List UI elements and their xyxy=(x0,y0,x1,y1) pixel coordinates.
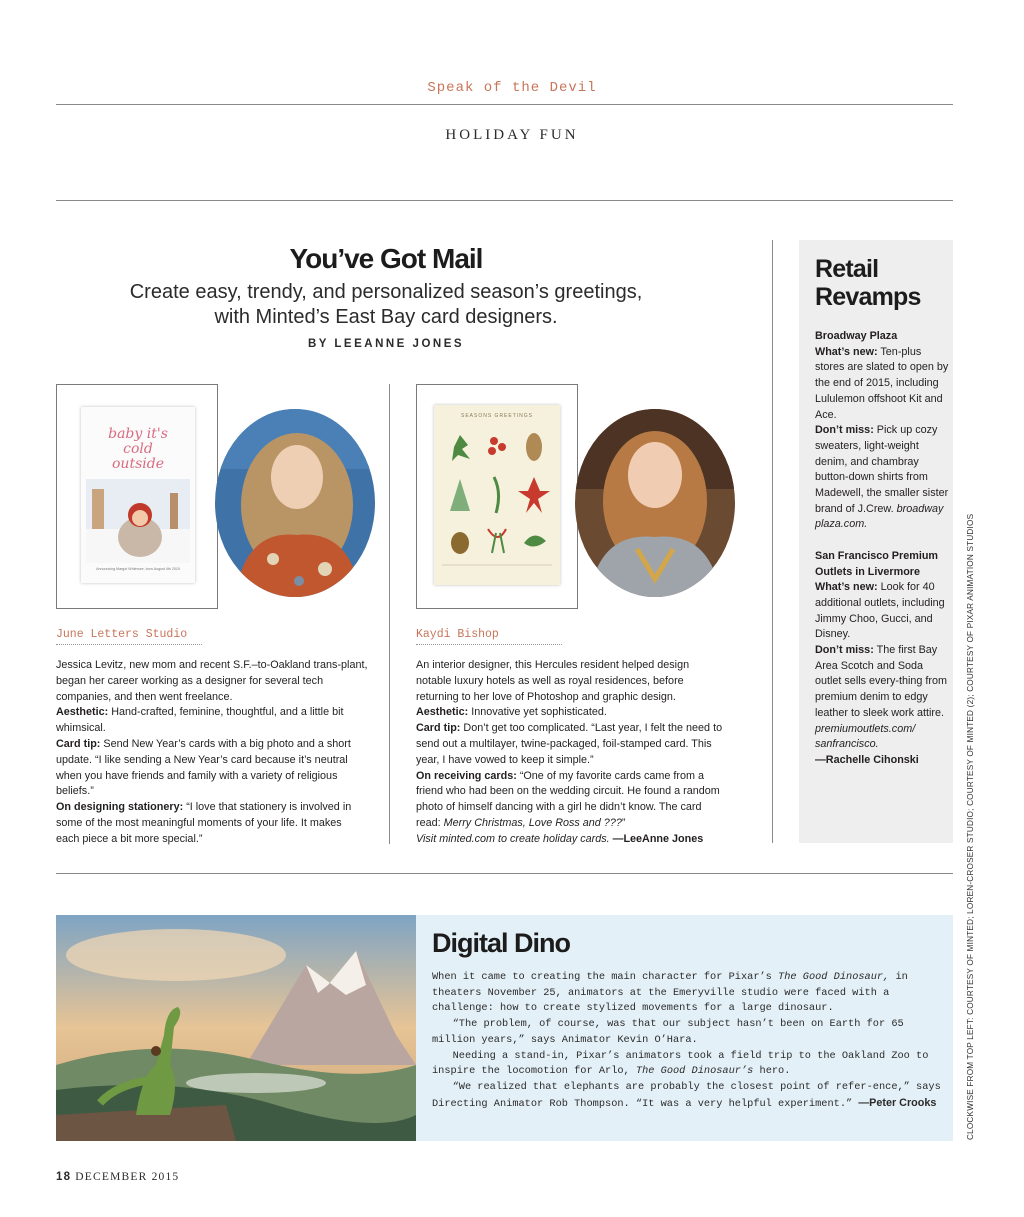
sidebar-place xyxy=(815,549,950,580)
dino-paragraph xyxy=(432,970,947,1017)
profile-bio xyxy=(56,658,368,848)
bio-extra xyxy=(416,769,724,832)
bio-text: Don’t get too complicated. “Last year, I felt the need to send out a multilayer, twine-packaged, foil-stamped card. This year, I have vowed to keep it simple.” xyxy=(416,722,723,766)
sidebar-dont-miss xyxy=(815,423,950,533)
header-rule-top xyxy=(56,104,953,105)
designer-name: Kaydi Bishop xyxy=(416,628,562,645)
column-divider xyxy=(389,384,390,844)
bio-intro: An interior designer, this Hercules resident helped design notable luxury hotels as well as royal residences, before returning to her love of Photoshop and graphic design. xyxy=(416,659,690,703)
card-photo-baby xyxy=(86,479,190,563)
sidebar-text: The first Bay Area Scotch and Soda outlet sells every-thing from premium denim to edgy leather to sleek work attire. xyxy=(815,644,948,719)
dino-italic: The Good Dinosaur, xyxy=(778,971,890,983)
bio-aesthetic xyxy=(416,705,724,721)
bio-outro xyxy=(416,832,724,848)
bio-intro: Jessica Levitz, new mom and recent S.F.–to-Oakland trans-plant, began her career working as a designer for several tech companies, and then went freelance. xyxy=(56,659,368,703)
card-paper xyxy=(434,405,560,585)
bio-label: On receiving cards: xyxy=(416,769,517,782)
bio-text: Send New Year’s cards with a big photo and a short update. “I like sending a New Year’s card because it’s neutral when you have friends and family with a variety of religious beliefs.” xyxy=(56,737,351,798)
bio-aesthetic xyxy=(56,705,368,737)
bio-text: Hand-crafted, feminine, thoughtful, and a little bit whimsical. xyxy=(56,706,344,735)
page-number: 18 xyxy=(56,1171,72,1183)
deck-line: with Minted’s East Bay card designers. xyxy=(214,306,558,328)
sidebar-url: premiumoutlets.com/ sanfrancisco. xyxy=(815,722,916,751)
bio-italic: Visit minted.com to create holiday cards. xyxy=(416,832,610,845)
sidebar-whats-new xyxy=(815,580,950,643)
author-credit: —Rachelle Cihonski xyxy=(815,753,919,766)
good-dinosaur-image xyxy=(56,915,416,1141)
place-name: Broadway Plaza xyxy=(815,330,898,342)
byline: BY LEEANNE JONES xyxy=(307,338,465,350)
section-title: HOLIDAY FUN xyxy=(445,127,579,143)
header-rule-bottom xyxy=(56,200,953,201)
card-image-baby xyxy=(56,384,218,609)
sidebar-title: Retail Revamps xyxy=(815,255,921,311)
bio-text: ” xyxy=(621,816,626,829)
bio-extra xyxy=(56,800,368,847)
spacer xyxy=(815,533,950,549)
sidebar-text: Pick up cozy sweaters, light-weight denim, and chambray button-down shirts from Madewell, the smaller sister brand of J.Crew. xyxy=(815,424,949,515)
photo-credit: CLOCKWISE FROM TOP LEFT: COURTESY OF MINTED; LOREN-CROSER STUDIO; COURTESY OF MINTED (2); COURTESY OF PIXAR ANIMATION STUDIOS xyxy=(966,513,975,1140)
dino-text: “We realized that elephants are probably the closest point of refer-ence,” says Directing Animator Rob Thompson. “It was a very helpful experiment.” xyxy=(432,1080,941,1110)
section-kicker: Speak of the Devil xyxy=(427,80,597,96)
bio-italic: Merry Christmas, Love Ross and ??? xyxy=(443,816,622,829)
dino-text: hero. xyxy=(759,1065,791,1078)
portrait-jessica-levitz xyxy=(215,409,375,597)
sidebar-text: Ten-plus stores are slated to open by the end of 2015, including Lululemon offshoot Kit and Ace. xyxy=(815,345,949,421)
sidebar-body xyxy=(815,329,950,769)
feature-headline: You’ve Got Mail xyxy=(289,243,483,274)
card-caption: Announcing Margot Whitmore, born August 4th 2015 xyxy=(96,567,180,571)
portrait-illustration xyxy=(575,409,735,597)
author-credit: —Peter Crooks xyxy=(858,1096,937,1109)
bio-text: Innovative yet sophisticated. xyxy=(471,706,607,719)
profile-bio xyxy=(416,658,724,848)
author-credit: —LeeAnne Jones xyxy=(612,832,704,845)
bio-label: Card tip: xyxy=(416,722,461,735)
portrait-kaydi-bishop xyxy=(575,409,735,597)
sidebar-label: Don’t miss: xyxy=(815,644,874,657)
dino-paragraph xyxy=(432,1080,947,1112)
dino-title: Digital Dino xyxy=(432,928,570,958)
bio-label: On designing stationery: xyxy=(56,801,184,814)
designer-name: June Letters Studio xyxy=(56,628,202,645)
sidebar-credit xyxy=(815,753,950,769)
dino-text: Needing a stand-in, Pixar’s animators took a field trip to the Oakland Zoo to inspire the locomotion for Arlo, xyxy=(432,1049,929,1078)
card-heading: SEASONS GREETINGS xyxy=(460,413,533,419)
bio-text: “I love that stationery is involved in some of the most meaningful moments of your life. It makes each piece a bit more special.” xyxy=(56,801,352,845)
sidebar-whats-new xyxy=(815,345,950,424)
sidebar-label: What’s new: xyxy=(815,345,878,358)
dino-paragraph: “The problem, of course, was that our subject hasn’t been on Earth for 65 million years,” says Animator Kevin O’Hara. xyxy=(432,1018,904,1046)
issue-date: DECEMBER 2015 xyxy=(75,1171,180,1183)
dino-text: in theaters November 25, animators at the Emeryville studio were faced with a challenge: how to create stylized movements for a large dinosaur. xyxy=(432,971,908,1015)
bio-label: Aesthetic: xyxy=(56,706,109,719)
bio-text: “One of my favorite cards came from a friend who had been on the wedding circuit. He found a random photo of himself dancing with a girl he didn’t know. The card read: xyxy=(416,769,720,829)
card-paper xyxy=(81,407,195,583)
card-botanical-grid xyxy=(442,425,552,573)
sidebar-text: Look for 40 additional outlets, including Jimmy Choo, Gucci, and Disney. xyxy=(815,581,945,641)
sidebar-place xyxy=(815,329,950,345)
bio-label: Card tip: xyxy=(56,737,101,750)
dino-italic: The Good Dinosaur’s xyxy=(635,1065,754,1078)
place-name: San Francisco Premium Outlets in Livermore xyxy=(815,549,939,578)
dino-paragraph xyxy=(432,1049,947,1080)
dino-body xyxy=(432,970,947,1112)
sidebar-dont-miss xyxy=(815,643,950,753)
feature-deck xyxy=(56,280,716,330)
column-divider xyxy=(772,240,773,843)
bio-card-tip xyxy=(56,737,368,800)
dino-text: When it came to creating the main character for Pixar’s xyxy=(432,971,772,983)
card-image-seasons-greetings xyxy=(416,384,578,609)
deck-line: Create easy, trendy, and personalized season’s greetings, xyxy=(129,281,643,303)
bio-card-tip xyxy=(416,721,724,768)
page-folio xyxy=(56,1171,179,1183)
section-rule xyxy=(56,873,953,874)
sidebar-label: What’s new: xyxy=(815,581,878,594)
sidebar-label: Don’t miss: xyxy=(815,424,874,437)
bio-label: Aesthetic: xyxy=(416,706,469,719)
portrait-illustration xyxy=(215,409,375,597)
card-script-text: baby it's cold outside xyxy=(108,426,168,472)
sidebar-url: broadway plaza.com. xyxy=(815,502,944,531)
